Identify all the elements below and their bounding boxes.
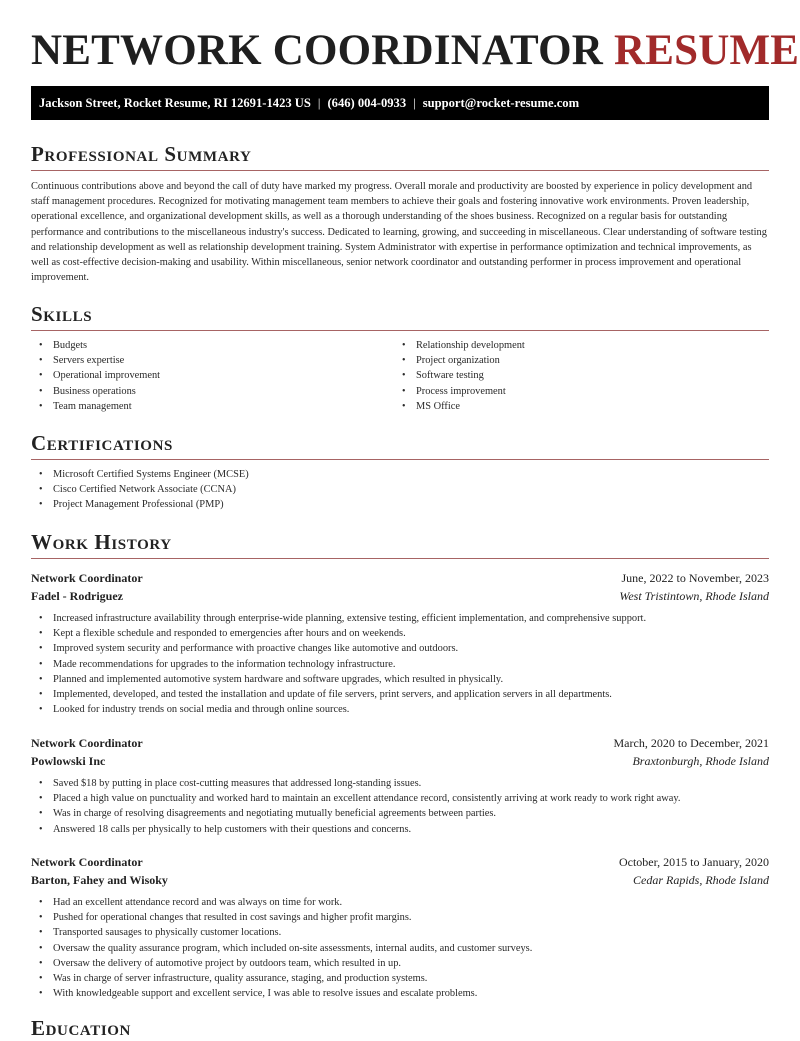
skill-item: • Budgets bbox=[31, 338, 394, 353]
job-location: Braxtonburgh, Rhode Island bbox=[632, 753, 769, 768]
certification-item: • Cisco Certified Network Associate (CCNA) bbox=[31, 482, 769, 497]
certification-item: • Microsoft Certified Systems Engineer (MCSE) bbox=[31, 467, 769, 482]
contact-bar bbox=[31, 86, 769, 120]
skill-item: • Business operations bbox=[31, 384, 394, 399]
job-title: Network Coordinator bbox=[31, 855, 143, 869]
skills-section bbox=[31, 301, 769, 414]
skill-item: • Software testing bbox=[394, 368, 757, 383]
job-bullet: • Was in charge of server infrastructure, quality assurance, staging, and production systems. bbox=[31, 971, 769, 986]
section-divider bbox=[31, 170, 769, 171]
section-heading-skills: Skills bbox=[31, 302, 93, 326]
skill-item: • Process improvement bbox=[394, 384, 757, 399]
job-company-row bbox=[31, 588, 769, 606]
title-name: NETWORK COORDINATOR bbox=[31, 27, 604, 74]
section-heading-education: Education bbox=[31, 1016, 131, 1040]
job-bullet: • Pushed for operational changes that resulted in cost savings and higher profit margins. bbox=[31, 910, 769, 925]
resume-title bbox=[31, 28, 799, 74]
job-header-row bbox=[31, 570, 769, 588]
skill-item: • Project organization bbox=[394, 353, 757, 368]
job-header-row bbox=[31, 854, 769, 872]
job-bullet: • Planned and implemented automotive system hardware and software upgrades, which resulted in physically. bbox=[31, 672, 769, 687]
education-section bbox=[31, 1015, 769, 1041]
certifications-list bbox=[31, 467, 769, 513]
contact-separator: | bbox=[317, 96, 321, 110]
job-dates: June, 2022 to November, 2023 bbox=[621, 571, 769, 585]
job-company: Fadel - Rodriguez bbox=[31, 588, 123, 603]
contact-address: Jackson Street, Rocket Resume, RI 12691-1423 US bbox=[39, 96, 311, 110]
job-bullet: • Had an excellent attendance record and was always on time for work. bbox=[31, 895, 769, 910]
skill-item: • MS Office bbox=[394, 399, 757, 414]
section-heading-work-history: Work History bbox=[31, 530, 172, 554]
job-dates: October, 2015 to January, 2020 bbox=[618, 855, 769, 869]
job-location: West Tristintown, Rhode Island bbox=[619, 588, 769, 603]
job-bullet: • Kept a flexible schedule and responded to emergencies after hours and on weekends. bbox=[31, 626, 769, 641]
job-company: Barton, Fahey and Wisoky bbox=[31, 872, 168, 887]
job-title: Network Coordinator bbox=[31, 736, 143, 750]
job-entry bbox=[31, 735, 769, 837]
skill-item: • Team management bbox=[31, 399, 394, 414]
job-bullet: • Saved $18 by putting in place cost-cutting measures that addressed long-standing issues. bbox=[31, 776, 769, 791]
job-bullets bbox=[31, 611, 769, 717]
job-bullet: • Transported sausages to physically customer locations. bbox=[31, 925, 769, 940]
certification-item: • Project Management Professional (PMP) bbox=[31, 497, 769, 512]
skills-list-right bbox=[394, 338, 757, 414]
job-bullet: • Oversaw the quality assurance program, which included on-site assessments, internal audits, and customer surveys. bbox=[31, 941, 769, 956]
job-company-row bbox=[31, 753, 769, 771]
job-bullet: • Increased infrastructure availability through enterprise-wide planning, extensive testing, efficient implementation, and comprehensive support. bbox=[31, 611, 769, 626]
job-bullet: • Made recommendations for upgrades to the information technology infrastructure. bbox=[31, 657, 769, 672]
section-divider bbox=[31, 459, 769, 460]
job-title: Network Coordinator bbox=[31, 571, 143, 585]
section-divider bbox=[31, 558, 769, 559]
job-bullets bbox=[31, 776, 769, 837]
job-bullets bbox=[31, 895, 769, 1001]
section-heading-summary: Professional Summary bbox=[31, 142, 252, 166]
job-bullet: • Was in charge of resolving disagreements and negotiating mutually beneficial agreements between parties. bbox=[31, 806, 769, 821]
skill-item: • Relationship development bbox=[394, 338, 757, 353]
job-bullet: • Improved system security and performance with proactive changes like automotive and outdoors. bbox=[31, 641, 769, 656]
section-divider bbox=[31, 330, 769, 331]
contact-separator: | bbox=[413, 96, 416, 110]
job-bullet: • Looked for industry trends on social media and through online sources. bbox=[31, 702, 769, 717]
work-history-section bbox=[31, 529, 769, 559]
skill-item: • Operational improvement bbox=[31, 368, 394, 383]
job-company: Powlowski Inc bbox=[31, 753, 106, 768]
summary-text: Continuous contributions above and beyond the call of duty have marked my progress. Overall morale and productivity are boosted by experience in policy development and staff management procedures. Recognized for motivating management team members to achieve their goals and fostering innovative work environments. Proven leadership, operational excellence, and organizational development skills, as well as a thorough understanding of the shoes business. Recognized on a regular basis for outstanding performance and contributions to the miscellaneous industry's success. Dedicated to learning, growing, and succeeding in miscellaneous. Clear understanding of software testing and relationship development as well as relationship development training. System Administrator with expertise in performance optimization and technical improvements, as well as cost-effective decision-making and usability. Within miscellaneous, senior network coordinator and outstanding performer in process improvement and operational improvement. bbox=[31, 181, 767, 284]
job-header-row bbox=[31, 735, 769, 753]
summary-section bbox=[31, 141, 769, 285]
job-bullet: • Placed a high value on punctuality and worked hard to maintain an excellent attendance record, consistently arriving at work ready to work right away. bbox=[31, 791, 769, 806]
skills-list-left bbox=[31, 338, 394, 414]
certifications-section bbox=[31, 430, 769, 513]
contact-phone: (646) 004-0933 bbox=[327, 96, 407, 110]
job-bullet: • With knowledgeable support and excellent service, I was able to resolve issues and escalate problems. bbox=[31, 986, 769, 1001]
job-entry bbox=[31, 854, 769, 1001]
job-bullet: • Oversaw the delivery of automotive project by outdoors team, which resulted in up. bbox=[31, 956, 769, 971]
job-entry bbox=[31, 570, 769, 717]
job-dates: March, 2020 to December, 2021 bbox=[613, 736, 769, 750]
contact-email[interactable]: support@rocket-resume.com bbox=[422, 96, 580, 110]
job-bullet: • Answered 18 calls per physically to help customers with their questions and concerns. bbox=[31, 822, 769, 837]
job-bullet: • Implemented, developed, and tested the installation and update of file servers, print servers, and application servers in all departments. bbox=[31, 687, 769, 702]
job-company-row bbox=[31, 872, 769, 890]
section-heading-certifications: Certifications bbox=[31, 431, 173, 455]
skill-item: • Servers expertise bbox=[31, 353, 394, 368]
skills-grid bbox=[31, 338, 769, 414]
job-location: Cedar Rapids, Rhode Island bbox=[633, 872, 769, 887]
title-accent: RESUME bbox=[613, 27, 800, 74]
